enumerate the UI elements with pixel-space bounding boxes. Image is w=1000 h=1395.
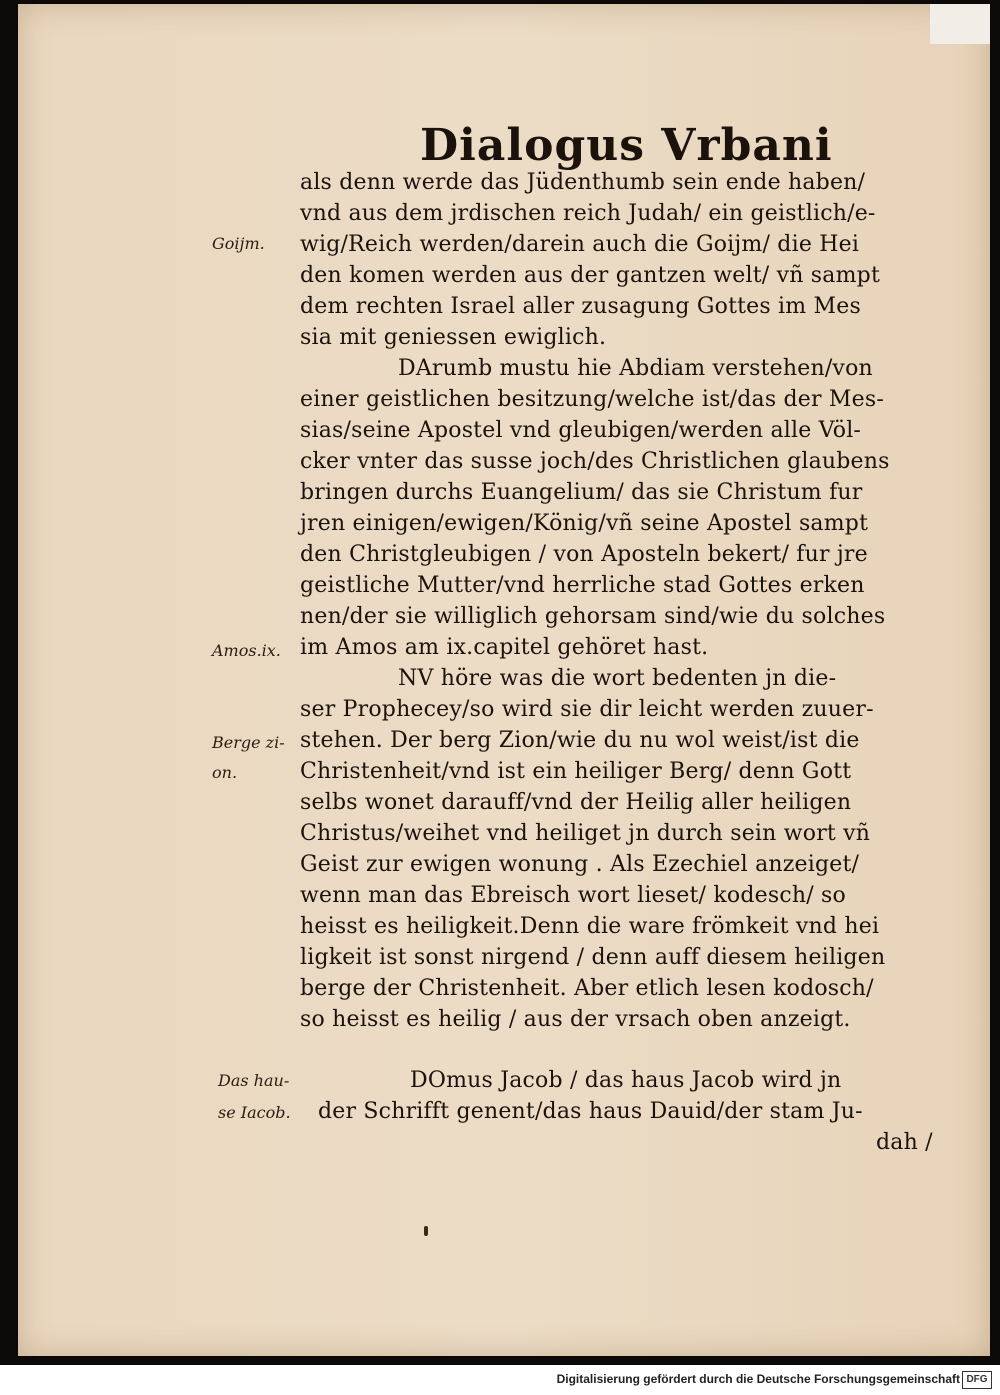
text-line: wenn man das Ebreisch wort lieset/ kodesch/ so <box>300 883 846 908</box>
ink-mark <box>424 1226 428 1236</box>
margin-note-goijm: Goijm. <box>212 234 265 253</box>
text-line: vnd aus dem jrdischen reich Judah/ ein geistlich/e- <box>300 201 876 226</box>
text-line: dah / <box>876 1130 933 1155</box>
text-line: heisst es heiligkeit.Denn die ware frömkeit vnd hei <box>300 914 880 939</box>
text-line: dem rechten Israel aller zusagung Gottes im Mes <box>300 294 861 319</box>
text-line: sia mit geniessen ewiglich. <box>300 325 607 350</box>
text-line: Christus/weihet vnd heiliget jn durch sein wort vñ <box>300 821 871 846</box>
text-line: als denn werde das Jüdenthumb sein ende haben/ <box>300 170 866 195</box>
margin-note-haus-jacob-1: Das hau- <box>218 1071 290 1090</box>
margin-note-amos: Amos.ix. <box>212 641 281 660</box>
text-line: geistliche Mutter/vnd herrliche stad Gottes erken <box>300 573 865 598</box>
text-line: Geist zur ewigen wonung . Als Ezechiel anzeiget/ <box>300 852 860 877</box>
footer-bar <box>0 1365 1000 1395</box>
text-line: bringen durchs Euangelium/ das sie Christum fur <box>300 480 863 505</box>
text-line: im Amos am ix.capitel gehöret hast. <box>300 635 709 660</box>
text-line: so heisst es heilig / aus der vrsach oben anzeigt. <box>300 1007 851 1032</box>
text-line: stehen. Der berg Zion/wie du nu wol weist/ist die <box>300 728 860 753</box>
text-line: cker vnter das susse joch/des Christlichen glaubens <box>300 449 890 474</box>
text-line: einer geistlichen besitzung/welche ist/das der Mes- <box>300 387 884 412</box>
text-line: jren einigen/ewigen/König/vñ seine Apostel sampt <box>300 511 869 536</box>
text-line: den Christgleubigen / von Aposteln bekert/ fur jre <box>300 542 868 567</box>
footer-credit-text: Digitalisierung gefördert durch die Deutsche Forschungsgemeinschaft <box>556 1372 960 1386</box>
text-line: Christenheit/vnd ist ein heiliger Berg/ denn Gott <box>300 759 852 784</box>
page-corner <box>930 4 990 44</box>
text-line: berge der Christenheit. Aber etlich lesen kodosch/ <box>300 976 874 1001</box>
text-line: selbs wonet darauff/vnd der Heilig aller heiligen <box>300 790 852 815</box>
text-line: ligkeit ist sonst nirgend / denn auff diesem heiligen <box>300 945 886 970</box>
margin-note-haus-jacob-2: se Iacob. <box>218 1103 291 1122</box>
text-line: der Schrifft genent/das haus Dauid/der stam Ju- <box>318 1099 863 1124</box>
text-line-paragraph-start: NV höre was die wort bedenten jn die- <box>398 666 837 691</box>
margin-note-berge-zion-2: on. <box>212 763 238 782</box>
running-header-title: Dialogus Vrbani <box>420 120 833 171</box>
text-line: nen/der sie williglich gehorsam sind/wie du solches <box>300 604 886 629</box>
text-line: ser Prophecey/so wird sie dir leicht werden zuuer- <box>300 697 874 722</box>
margin-note-berge-zion-1: Berge zi- <box>212 733 285 752</box>
text-line: den komen werden aus der gantzen welt/ vñ sampt <box>300 263 880 288</box>
text-line: wig/Reich werden/darein auch die Goijm/ die Hei <box>300 232 860 257</box>
text-line-paragraph-start: DArumb mustu hie Abdiam verstehen/von <box>398 356 873 381</box>
dfg-logo-icon: DFG <box>962 1371 992 1389</box>
text-line-paragraph-start: DOmus Jacob / das haus Jacob wird jn <box>410 1068 842 1093</box>
text-line: sias/seine Apostel vnd gleubigen/werden alle Völ- <box>300 418 862 443</box>
